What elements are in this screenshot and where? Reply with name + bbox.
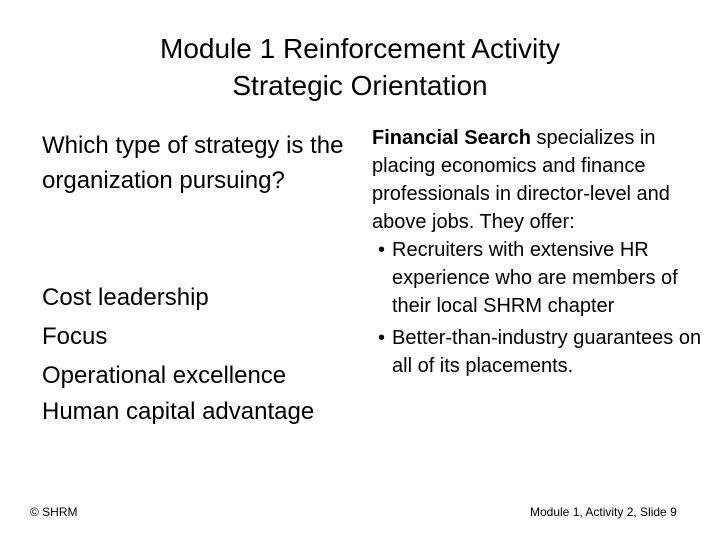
slide-title — [0, 30, 720, 104]
bullet-icon: • — [378, 239, 386, 261]
scenario-bullet-1 — [372, 236, 702, 320]
option-operational-excellence: Operational excellence — [42, 362, 287, 389]
scenario-bullet-1-text: Recruiters with extensive HR experience who are members of their local SHRM chapter — [392, 239, 678, 317]
slide-title-line-1: Module 1 Reinforcement Activity — [160, 33, 560, 64]
scenario-description — [372, 124, 702, 380]
scenario-bullet-list — [372, 236, 702, 380]
company-name: Financial Search — [372, 127, 531, 149]
slide-reference-footer: Module 1, Activity 2, Slide 9 — [530, 505, 677, 519]
scenario-bullet-2 — [372, 324, 702, 380]
option-focus: Focus — [42, 323, 108, 350]
scenario-bullet-2-text: Better-than-industry guarantees on all of its placements. — [392, 327, 702, 377]
option-cost-leadership: Cost leadership — [42, 284, 209, 311]
option-human-capital-advantage: Human capital advantage — [42, 398, 315, 425]
question-text: Which type of strategy is the organization pursuing? — [42, 132, 344, 194]
copyright-footer: © SHRM — [30, 505, 78, 519]
scenario-intro-text: specializes in placing economics and finance professionals in director-level and above jobs. They offer: — [372, 127, 670, 233]
bullet-icon: • — [378, 327, 386, 349]
slide-title-line-2: Strategic Orientation — [232, 70, 488, 101]
scenario-intro — [372, 124, 702, 236]
strategy-options-list — [42, 278, 372, 428]
